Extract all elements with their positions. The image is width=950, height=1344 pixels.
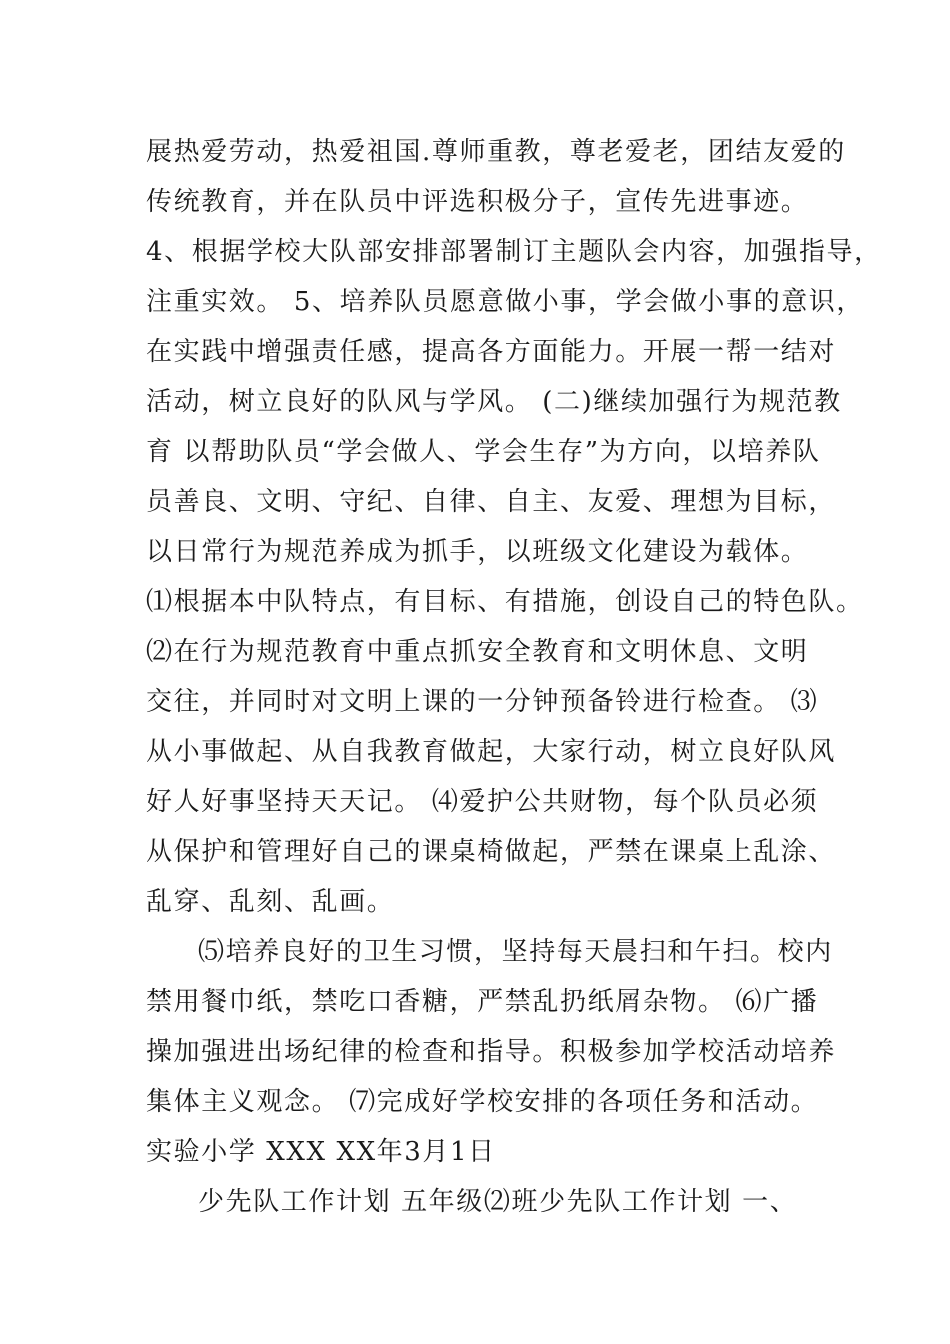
text-line: ⑸培养良好的卫生习惯，坚持每天晨扫和午扫。校内 — [198, 937, 833, 967]
text-line: ⑴根据本中队特点，有目标、有措施，创设自己的特色队。 — [146, 587, 864, 617]
text-line: 操加强进出场纪律的检查和指导。积极参加学校活动培养 — [146, 1037, 837, 1067]
text-line: 以日常行为规范养成为抓手，以班级文化建设为载体。 — [146, 537, 809, 567]
text-line: 传统教育，并在队员中评选积极分子，宣传先进事迹。 — [146, 187, 809, 217]
text-line: 实验小学 XXX XX年3月1日 — [146, 1137, 496, 1167]
text-line: 好人好事坚持天天记。 ⑷爱护公共财物，每个队员必须 — [146, 787, 819, 817]
text-line: 禁用餐巾纸，禁吃口香糖，严禁乱扔纸屑杂物。 ⑹广播 — [146, 987, 819, 1017]
text-line: 少先队工作计划 五年级⑵班少先队工作计划 一、 — [198, 1187, 798, 1217]
text-line: ⑵在行为规范教育中重点抓安全教育和文明休息、文明 — [146, 637, 809, 667]
text-line: 在实践中增强责任感，提高各方面能力。开展一帮一结对 — [146, 337, 837, 367]
text-line: 从小事做起、从自我教育做起，大家行动，树立良好队风 — [146, 737, 837, 767]
text-line: 注重实效。 5、培养队员愿意做小事，学会做小事的意识， — [146, 287, 865, 317]
text-line: 4、根据学校大队部安排部署制订主题队会内容，加强指导， — [146, 237, 882, 267]
text-line: 展热爱劳动，热爱祖国.尊师重教，尊老爱老，团结友爱的 — [146, 137, 846, 167]
text-line: 育 以帮助队员“学会做人、学会生存”为方向，以培养队 — [146, 437, 821, 467]
text-line: 从保护和管理好自己的课桌椅做起，严禁在课桌上乱涂、 — [146, 837, 837, 867]
text-line: 乱穿、乱刻、乱画。 — [146, 887, 395, 917]
text-line: 活动，树立良好的队风与学风。 (二)继续加强行为规范教 — [146, 387, 842, 417]
text-line: 员善良、文明、守纪、自律、自主、友爱、理想为目标， — [146, 487, 837, 517]
text-line: 交往，并同时对文明上课的一分钟预备铃进行检查。 ⑶ — [146, 687, 819, 717]
text-line: 集体主义观念。 ⑺完成好学校安排的各项任务和活动。 — [146, 1087, 819, 1117]
